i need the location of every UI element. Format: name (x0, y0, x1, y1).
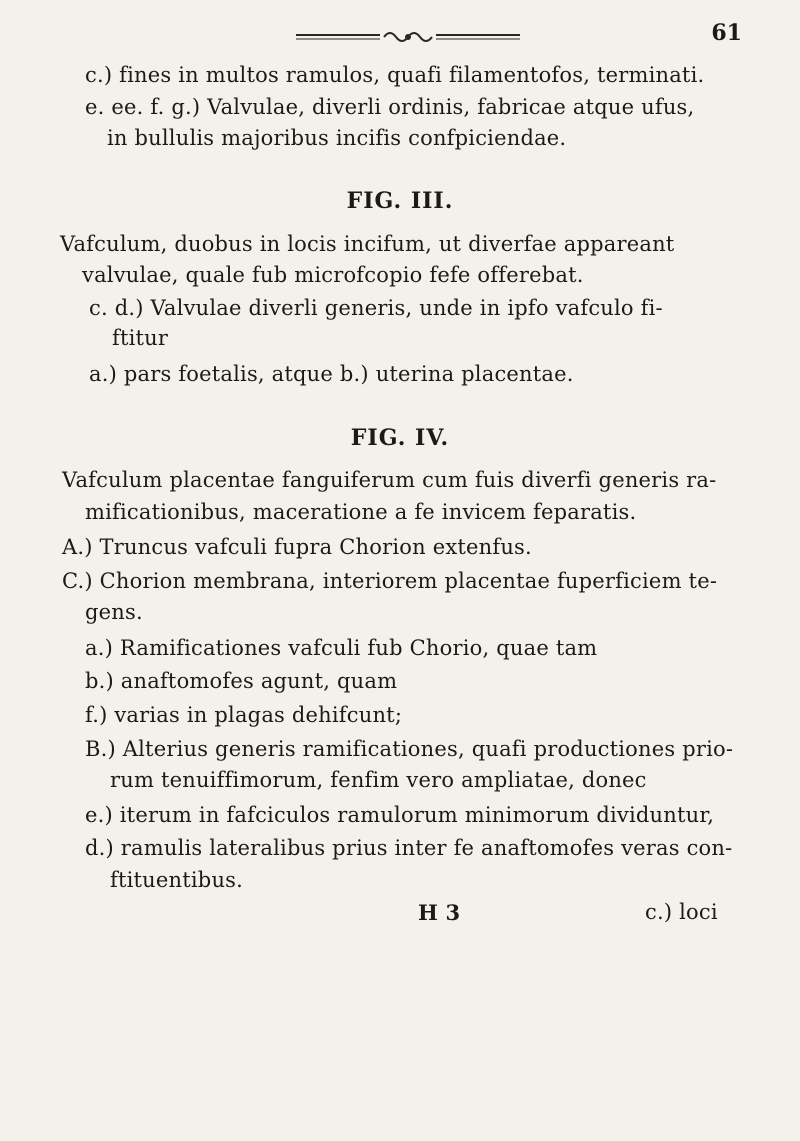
text-line: e.) iterum in fafciculos ramulorum minimorum dividuntur, (85, 803, 715, 827)
text-line: rum tenuiffimorum, fenfim vero ampliatae, donec (110, 768, 647, 792)
text-line: B.) Alterius generis ramificationes, quafi productiones prio- (85, 737, 734, 761)
text-line: gens. (85, 600, 143, 624)
figure-heading-fig-3: FIG. III. (346, 188, 454, 214)
text-line: a.) Ramificationes vafculi fub Chorio, quae tam (85, 636, 598, 660)
text-line: C.) Chorion membrana, interiorem placentae fuperficiem te- (62, 569, 718, 593)
page-number: 61 (711, 20, 742, 46)
text-line: in bullulis majoribus incifis confpiciendae. (107, 126, 567, 150)
text-line: f.) varias in plagas dehifcunt; (85, 703, 403, 727)
figure-heading-fig-4: FIG. IV. (350, 425, 450, 451)
text-line: b.) anaftomofes agunt, quam (85, 669, 398, 693)
text-line: c. d.) Valvulae diverli generis, unde in ipfo vafculo fi- (89, 296, 663, 320)
text-line: A.) Truncus vafculi fupra Chorion extenfus. (62, 535, 532, 559)
page-header (0, 14, 800, 54)
text-line: valvulae, quale fub microfcopio fefe offerebat. (82, 263, 584, 287)
header-ornament-icon (288, 30, 528, 44)
catchword: c.) loci (645, 900, 718, 924)
text-line: Vafculum placentae fanguiferum cum fuis diverfi generis ra- (62, 468, 717, 492)
text-line: d.) ramulis lateralibus prius inter fe anaftomofes veras con- (85, 836, 733, 860)
text-line: Vafculum, duobus in locis incifum, ut diverfae appareant (60, 232, 675, 256)
text-line: ftituentibus. (110, 868, 244, 892)
text-line: a.) pars foetalis, atque b.) uterina placentae. (89, 362, 574, 386)
signature-mark: H 3 (418, 900, 461, 925)
text-line: c.) fines in multos ramulos, quafi filamentofos, terminati. (85, 63, 705, 87)
text-line: e. ee. f. g.) Valvulae, diverli ordinis, fabricae atque ufus, (85, 95, 695, 119)
text-line: ftitur (112, 326, 169, 350)
text-line: mificationibus, maceratione a fe invicem feparatis. (85, 500, 637, 524)
